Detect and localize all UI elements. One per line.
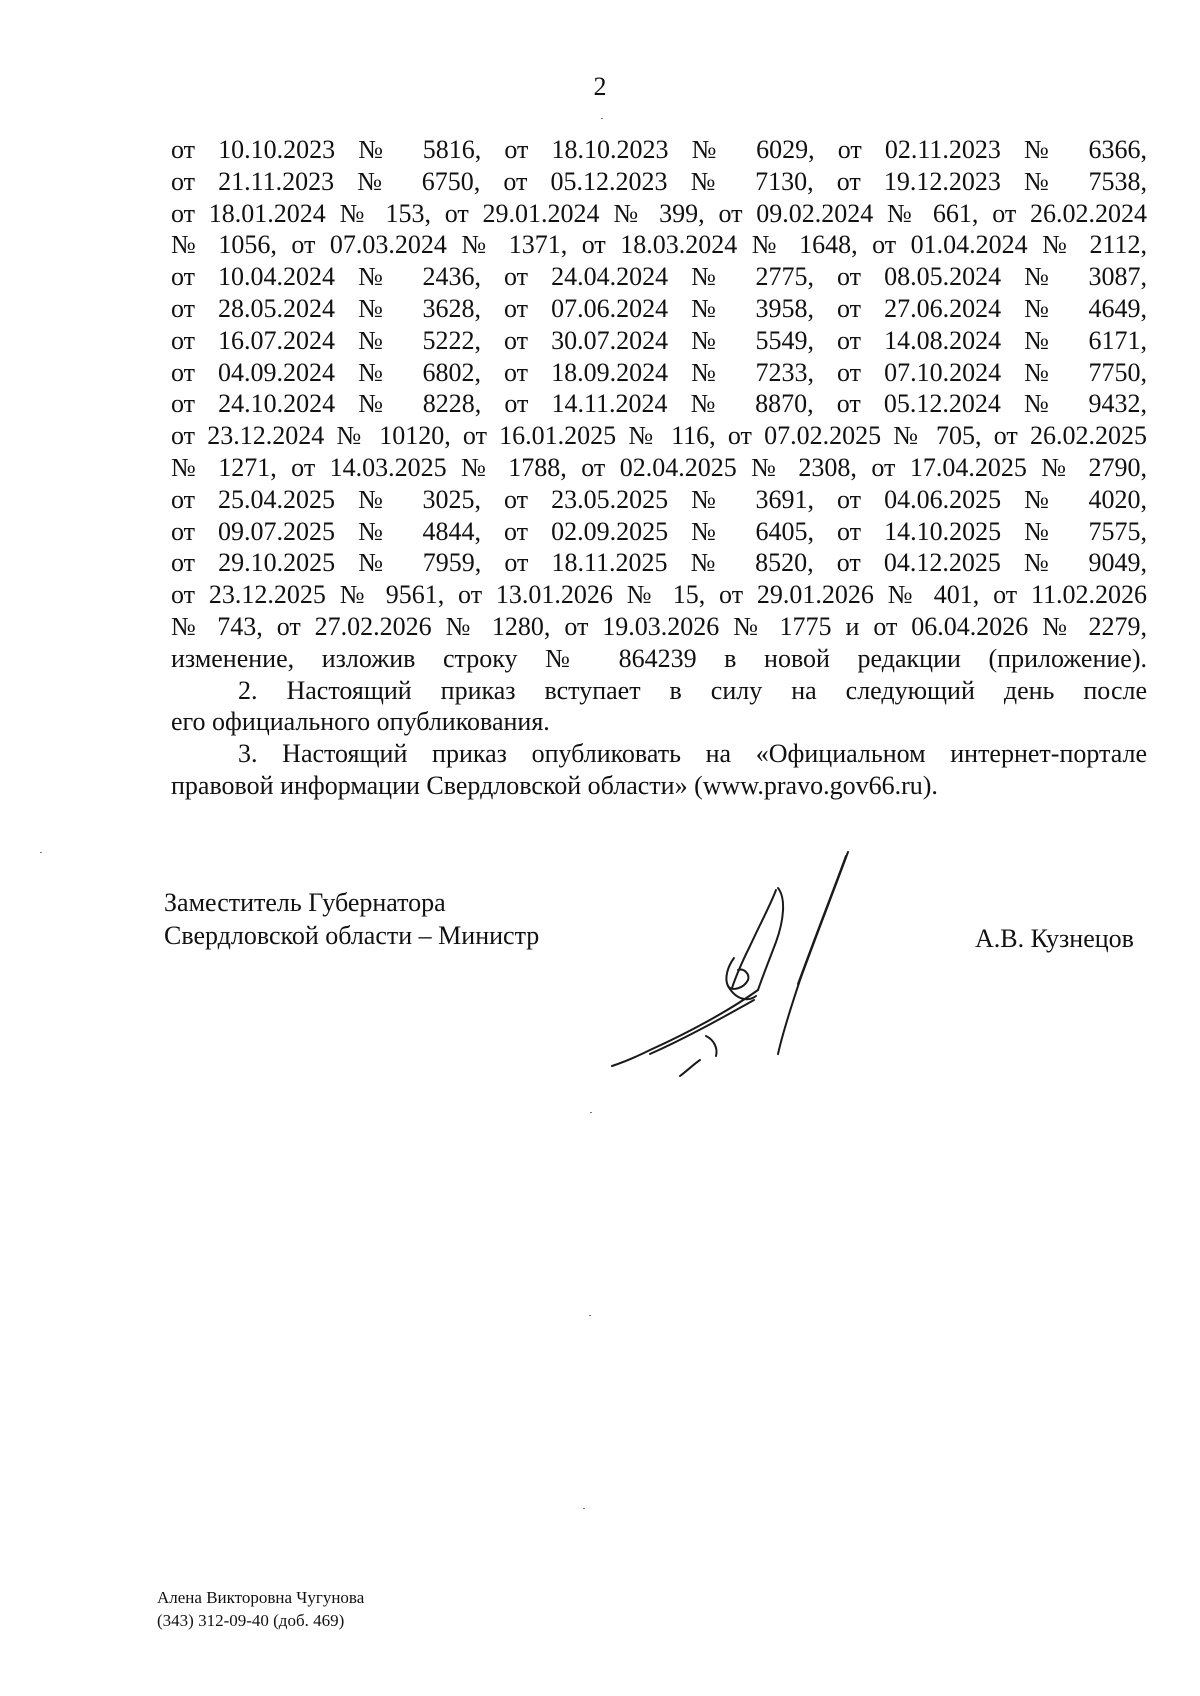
amendment-line: от 28.05.2024 № 3628, от 07.06.2024 № 3958, от 27.06.2024 № 4649, bbox=[171, 293, 1147, 323]
amendment-line: от 09.07.2025 № 4844, от 02.09.2025 № 6405, от 14.10.2025 № 7575, bbox=[171, 516, 1147, 546]
amendment-list bbox=[171, 134, 1147, 675]
amendment-line: от 10.04.2024 № 2436, от 24.04.2024 № 2775, от 08.05.2024 № 3087, bbox=[171, 262, 1147, 292]
amendment-line: от 10.10.2023 № 5816, от 18.10.2023 № 6029, от 02.11.2023 № 6366, bbox=[171, 135, 1147, 164]
signatory-name: А.В. Кузнецов bbox=[975, 924, 1134, 953]
paragraph-text: 3. Настоящий приказ опубликовать на «Официальном интернет-портале bbox=[238, 739, 1147, 769]
scan-speck bbox=[601, 118, 603, 119]
executor-phone: (343) 312-09-40 (доб. 469) bbox=[157, 1611, 345, 1630]
paragraph-publication bbox=[171, 738, 1147, 802]
amendment-line: от 29.10.2025 № 7959, от 18.11.2025 № 8520, от 04.12.2025 № 9049, bbox=[171, 548, 1147, 578]
amendment-line: № 1056, от 07.03.2024 № 1371, от 18.03.2024 № 1648, от 01.04.2024 № 2112, bbox=[171, 230, 1147, 260]
amendment-line: № 743, от 27.02.2026 № 1280, от 19.03.2026 № 1775 и от 06.04.2026 № 2279, bbox=[171, 611, 1147, 641]
signatory-position-line: Заместитель Губернатора bbox=[164, 888, 446, 917]
amendment-line: от 18.01.2024 № 153, от 29.01.2024 № 399, от 09.02.2024 № 661, от 26.02.2024 bbox=[171, 198, 1147, 228]
signatory-position bbox=[164, 886, 539, 952]
paragraph-line bbox=[171, 738, 1147, 770]
scan-speck bbox=[589, 1315, 591, 1316]
amendment-line: от 23.12.2025 № 9561, от 13.01.2026 № 15, от 29.01.2026 № 401, от 11.02.2026 bbox=[171, 580, 1147, 610]
amendment-line: № 1271, от 14.03.2025 № 1788, от 02.04.2025 № 2308, от 17.04.2025 № 2790, bbox=[171, 452, 1147, 482]
handwritten-signature-icon bbox=[610, 850, 870, 1090]
paragraph-line: правовой информации Свердловской области» (www.pravo.gov66.ru). bbox=[171, 770, 938, 800]
scan-speck bbox=[590, 1112, 592, 1113]
executor-name: Алена Викторовна Чугунова bbox=[157, 1588, 365, 1607]
amendment-line: от 21.11.2023 № 6750, от 05.12.2023 № 7130, от 19.12.2023 № 7538, bbox=[171, 166, 1147, 196]
scan-speck bbox=[40, 852, 42, 853]
amendment-line: от 16.07.2024 № 5222, от 30.07.2024 № 5549, от 14.08.2024 № 6171, bbox=[171, 325, 1147, 355]
executor-info bbox=[157, 1586, 364, 1632]
amendment-line: от 04.09.2024 № 6802, от 18.09.2024 № 7233, от 07.10.2024 № 7750, bbox=[171, 357, 1147, 387]
amendment-line: от 25.04.2025 № 3025, от 23.05.2025 № 3691, от 04.06.2025 № 4020, bbox=[171, 484, 1147, 514]
amendment-line: от 23.12.2024 № 10120, от 16.01.2025 № 116, от 07.02.2025 № 705, от 26.02.2025 bbox=[171, 421, 1147, 451]
amendment-line: от 24.10.2024 № 8228, от 14.11.2024 № 8870, от 05.12.2024 № 9432, bbox=[171, 389, 1147, 419]
scan-speck bbox=[583, 1508, 585, 1509]
paragraph-text: 2. Настоящий приказ вступает в силу на следующий день после bbox=[238, 675, 1147, 705]
paragraph-line bbox=[171, 675, 1147, 707]
paragraph-entry-into-force bbox=[171, 675, 1147, 739]
page-number: 2 bbox=[593, 72, 607, 101]
amendment-closing-line: изменение, изложив строку № 864239 в новой редакции (приложение). bbox=[171, 643, 1147, 673]
document-body bbox=[171, 134, 1147, 802]
paragraph-line: его официального опубликования. bbox=[171, 707, 550, 737]
signatory-position-line: Свердловской области – Министр bbox=[164, 921, 540, 950]
